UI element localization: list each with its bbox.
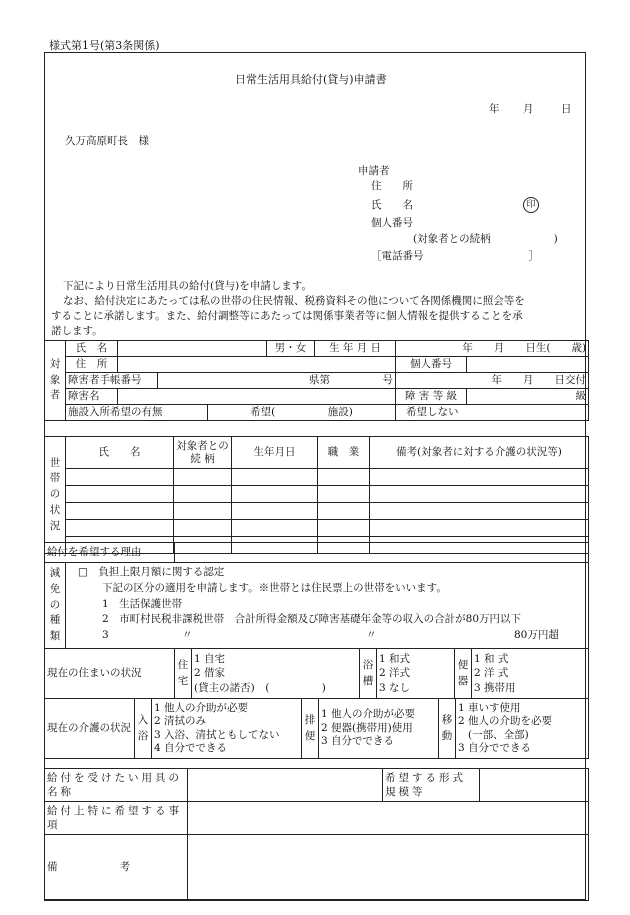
reduction-item1: 1 生活保護世帯 [102,598,183,610]
subject-name-label: 氏 名 [66,341,118,357]
remarks-label: 備 考 [45,835,188,901]
bath-option-3[interactable]: 3 なし [379,681,411,694]
toilet-option-2[interactable]: 2 洋 式 [474,667,509,680]
subject-side-label: 対象者 [45,341,66,421]
household-header-birth: 生年月日 [232,437,318,469]
applicant-address-label: 住 所 [371,180,413,192]
household-cell[interactable] [232,486,318,503]
bathing-option-2[interactable]: 2 清拭のみ [154,715,207,728]
subject-address-field[interactable] [118,357,396,373]
care-label: 現在の介護の状況 [45,699,135,759]
household-cell[interactable] [370,520,589,537]
excretion-label: 排便 [302,699,319,759]
reason-label: 給付を希望する理由 [45,543,175,563]
subject-table [44,340,589,421]
excretion-option-1[interactable]: 1 他人の介助が必要 [321,708,416,721]
subject-birth-value[interactable]: 年 月 日生( 歳) [396,341,589,357]
household-cell[interactable] [318,486,370,503]
subject-personal-number-field[interactable] [467,357,589,373]
special-wishes-label: 給付上特に希望する事項 [45,802,188,835]
bath-option-1[interactable]: 1 和式 [379,653,411,666]
subject-disability-name-field[interactable] [118,389,396,405]
bath-label: 浴槽 [360,649,377,699]
care-table [44,698,589,759]
addressee: 久万高原町長 様 [65,135,149,147]
movement-label: 移動 [439,699,456,759]
household-cell[interactable] [318,520,370,537]
subject-birth-label: 生 年 月 日 [315,341,396,357]
applicant-relation-label: (対象者との続柄 ) [413,233,558,245]
household-cell[interactable] [174,503,232,520]
subject-name-field[interactable] [118,341,267,357]
toilet-option-1[interactable]: 1 和 式 [474,653,509,666]
date-month: 月 [523,103,534,115]
subject-grade-value[interactable]: 級 [467,389,589,405]
residence-label: 現在の住まいの状況 [45,649,175,699]
movement-option-3[interactable]: 3 自分でできる [458,741,532,754]
reduction-item3-num: 3 [102,629,109,641]
reduction-table [44,562,589,649]
reason-field[interactable] [175,543,589,563]
reduction-item3-ditto1: 〃 [182,629,193,641]
reduction-title: 負担上限月額に関する認定 [98,566,225,578]
subject-address-label: 住 所 [66,357,118,373]
household-cell[interactable] [318,469,370,486]
household-cell[interactable] [66,469,174,486]
remarks-field[interactable] [188,835,589,901]
subject-personal-number-label: 個人番号 [396,357,467,373]
subject-handbook-value[interactable]: 県第 号 [158,373,396,389]
date-year: 年 [489,103,500,115]
applicant-phone-label: ［電話番号 ］ [371,250,539,262]
bathing-option-1[interactable]: 1 他人の介助が必要 [154,702,249,715]
bottom-table [44,768,589,901]
subject-facility-label: 施設入所希望の有無 [66,405,208,421]
subject-handbook-label: 障害者手帳番号 [66,373,158,389]
household-table [44,436,589,554]
household-header-occupation: 職 業 [318,437,370,469]
statement-line3: することに承諾します。また、給付調整等にあたっては関係事業者等に個人情報を提供することを承 [51,310,523,322]
bathing-option-3[interactable]: 3 入浴、清拭ともしてない [154,728,280,741]
toilet-label: 便器 [455,649,472,699]
equipment-label: 給付を受けたい用具の名称 [45,769,188,802]
household-header-remarks: 備考(対象者に対する介護の状況等) [370,437,589,469]
housing-option-1[interactable]: 1 自宅 [194,653,226,666]
household-cell[interactable] [232,469,318,486]
housing-option-2[interactable]: 2 借家 [194,667,226,680]
household-side-label: 世帯の状況 [45,437,66,554]
household-cell[interactable] [66,520,174,537]
movement-option-2[interactable]: 2 他人の介助を必要 [458,715,553,728]
bathing-label: 入浴 [135,699,152,759]
reduction-item3-ditto2: 〃 [366,629,377,641]
subject-grade-label: 障 害 等 級 [396,389,467,405]
reduction-checkbox[interactable]: □ [78,566,88,578]
special-wishes-field[interactable] [188,802,589,835]
applicant-personal-number-label: 個人番号 [371,217,413,229]
toilet-option-3[interactable]: 3 携帯用 [474,681,516,694]
form-scale-label: 希望する形式規模等 [383,769,480,802]
subject-issued-value[interactable]: 年 月 日交付 [396,373,589,389]
seal-mark: 印 [523,197,539,213]
housing-option-3[interactable]: (貸主の諾否) ( ) [194,681,326,694]
bath-option-2[interactable]: 2 洋式 [379,667,411,680]
movement-option-2b: (一部、全部) [468,728,529,741]
subject-facility-yes[interactable]: 希望( 施設) [208,405,396,421]
applicant-heading: 申請者 [358,165,390,177]
housing-label: 住宅 [175,649,192,699]
excretion-option-3[interactable]: 3 自分でできる [321,735,395,748]
household-cell[interactable] [174,486,232,503]
reduction-side-label: 減免の種類 [45,563,66,649]
form-note: 様式第1号(第3条関係) [49,39,160,52]
household-cell[interactable] [232,503,318,520]
household-cell[interactable] [318,503,370,520]
movement-option-1[interactable]: 1 車いす使用 [458,702,521,715]
bathing-option-4[interactable]: 4 自分でできる [154,741,228,754]
statement-line4: 諾します。 [51,325,103,337]
household-cell[interactable] [370,469,589,486]
subject-disability-name-label: 障害名 [66,389,118,405]
application-form [44,52,586,900]
form-scale-field[interactable] [480,769,589,802]
household-cell[interactable] [66,486,174,503]
household-header-name: 氏 名 [66,437,174,469]
household-cell[interactable] [66,503,174,520]
reduction-desc: 下記の区分の適用を申請します。※世帯とは住民票上の世帯をいいます。 [102,582,447,594]
household-header-relation: 対象者との 続 柄 [174,437,232,469]
subject-sex[interactable]: 男・女 [267,341,315,357]
household-cell[interactable] [370,503,589,520]
excretion-option-2[interactable]: 2 便器(携帯用)使用 [321,721,413,734]
household-cell[interactable] [174,520,232,537]
household-cell[interactable] [232,520,318,537]
reduction-item2: 2 市町村民税非課税世帯 合計所得金額及び障害基礎年金等の収入の合計が80万円以下 [102,613,522,625]
household-cell[interactable] [370,486,589,503]
statement-line1: 下記により日常生活用具の給付(貸与)を申請します。 [63,280,312,292]
date-day: 日 [561,103,572,115]
form-title: 日常生活用具給付(貸与)申請書 [235,73,387,86]
applicant-name-label: 氏 名 [371,199,413,211]
reason-table [44,542,589,563]
statement-line2: なお、給付決定にあたっては私の世帯の住民情報、税務資料その他について各関係機関に照会等を [63,295,525,307]
reduction-item3-tail: 80万円超 [514,629,559,641]
residence-table [44,648,589,699]
household-cell[interactable] [174,469,232,486]
equipment-field[interactable] [188,769,383,802]
subject-facility-no[interactable]: 希望しない [396,405,589,421]
